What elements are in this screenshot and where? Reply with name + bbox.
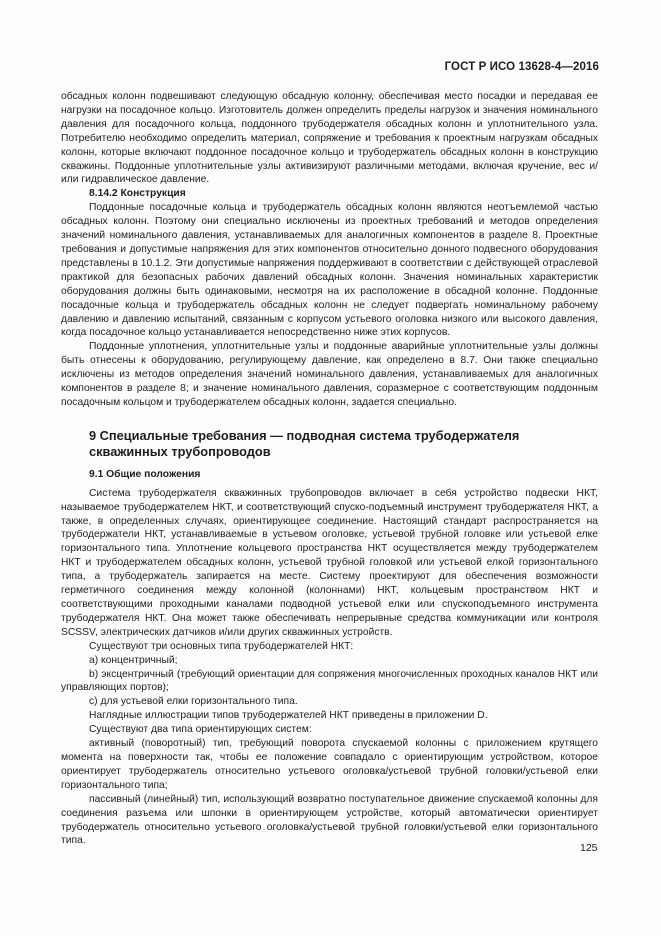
page-number: 125 <box>580 842 598 854</box>
page-body <box>61 90 598 848</box>
paragraph: пассивный (линейный) тип, использующий возвратно поступательное движение спускаемой колонны для соединения разъема или шпонки в ориентирующем устройстве, который автоматически ориентирует трубодержатель относительно устьевого оголовка/устьевой трубной головки/устьевой елки горизонтального типа. <box>61 793 598 847</box>
subsection-heading-8-14-2: 8.14.2 Конструкция <box>89 188 186 200</box>
subsection-heading-9-1: 9.1 Общие положения <box>89 468 201 480</box>
paragraph: Наглядные иллюстрации типов трубодержателей НКТ приведены в приложении D. <box>89 710 488 722</box>
list-item: b) эксцентричный (требующий ориентации для сопряжения многочисленных проходных каналов НКТ или управляющих портов); <box>61 668 598 694</box>
list-item: c) для устьевой елки горизонтального типа. <box>89 696 298 708</box>
list-item: a) концентричный; <box>89 654 178 666</box>
paragraph: Поддонные уплотнения, уплотнительные узлы и поддонные аварийные уплотнительные узлы должны быть отнесены к оборудованию, регулирующему давление, как определено в 8.7. Они также специально исключены из методов определения значений номинального давления, устанавливаемых для аналогичных компонентов в разделе 8; и значение номинального давления, соразмерное с соответствующим поддонным посадочным кольцом и трубодержателем обсадных колонн, задается специально. <box>61 341 598 408</box>
paragraph: Система трубодержателя скважинных трубопроводов включает в себя устройство подвески НКТ, называемое трубодержателем НКТ, и соответствующий спуско-подъемный инструмент трубодержателя НКТ, а также, в определенных случаях, ориентирующее соединение. Настоящий стандарт распространяется на трубодержатели НКТ, устанавливаемые в устьевом оголовке, устьевой трубной головке или устьевой елке горизонтального типа. Уплотнение кольцевого пространства НКТ осуществляется между трубодержателем НКТ и трубодержателем обсадных колонн, устьевой трубной головкой или устьевой елкой горизонтального типа, а трубодержатель запирается на месте. Систему проектируют для обеспечения возможности герметичного соединения между колонной (колоннами) НКТ, кольцевым пространством НКТ и соответствующими проходными каналами подводной устьевой елки или спускоподъемного инструмента трубодержателя НКТ. Она может также обеспечивать непрерывные средства коммуникации или контроля SCSSV, электрических датчиков и/или других скважинных устройств. <box>61 487 598 638</box>
paragraph: Существуют два типа ориентирующих систем: <box>89 724 312 736</box>
document-header: ГОСТ Р ИСО 13628-4—2016 <box>444 61 599 73</box>
paragraph: активный (поворотный) тип, требующий поворота спускаемой колонны с приложением крутящего момента на поверхности так, чтобы ее положение совпадало с ориентирующим устройством, которое ориентирует трубодержатель относительно устьевого оголовка/устьевой трубной головки/устьевой елки горизонтального типа; <box>61 738 598 791</box>
paragraph-continuation: обсадных колонн подвешивают следующую обсадную колонну, обеспечивая место посадки и передавая ее нагрузки на посадочное кольцо. Изготовитель должен определить пределы нагрузок и значения номинального давления для посадочного кольца, поддонного трубодержателя обсадных колонн и уплотнительного узла. Потребителю необходимо определить материал, сопряжение и требования к проектным нагрузкам обсадных колонн, которые включают поддонное посадочное кольцо и трубодержатель обсадных колонн в конструкцию скважины. Поддонные уплотнительные узлы активизируют различными методами, включая кручение, вес и/или гидравлическое давление. <box>61 91 598 186</box>
paragraph: Поддонные посадочные кольца и трубодержатель обсадных колонн являются неотъемлемой частью обсадных колонн. Поэтому они специально исключены из проектных требований и методов определения значений номинального давления, устанавливаемых для аналогичных компонентов в разделе 8. Проектные требования и допустимые напряжения для этих компонентов относительно донного подвесного оборудования представлены в 10.1.2. Эти допустимые напряжения поддерживают в соответствии с действующей отраслевой практикой для безопасных рабочих давлений обсадных колонн. Значения номинальных характеристик оборудования должны быть одинаковыми, несмотря на их расположение в обсадной колонне. Поддонные посадочные кольца и трубодержатель обсадных колонн не следует подвергать номинальному рабочему давлению и давлению испытаний, связанным с корпусом устьевого оголовка низкого или высокого давления, когда посадочное кольцо устанавливается непосредственно ниже этих корпусов. <box>61 202 598 339</box>
section-heading-9: 9 Специальные требования — подводная система трубодержателя скважинных трубопроводов <box>89 427 520 459</box>
paragraph: Существуют три основных типа трубодержателей НКТ: <box>89 640 354 652</box>
